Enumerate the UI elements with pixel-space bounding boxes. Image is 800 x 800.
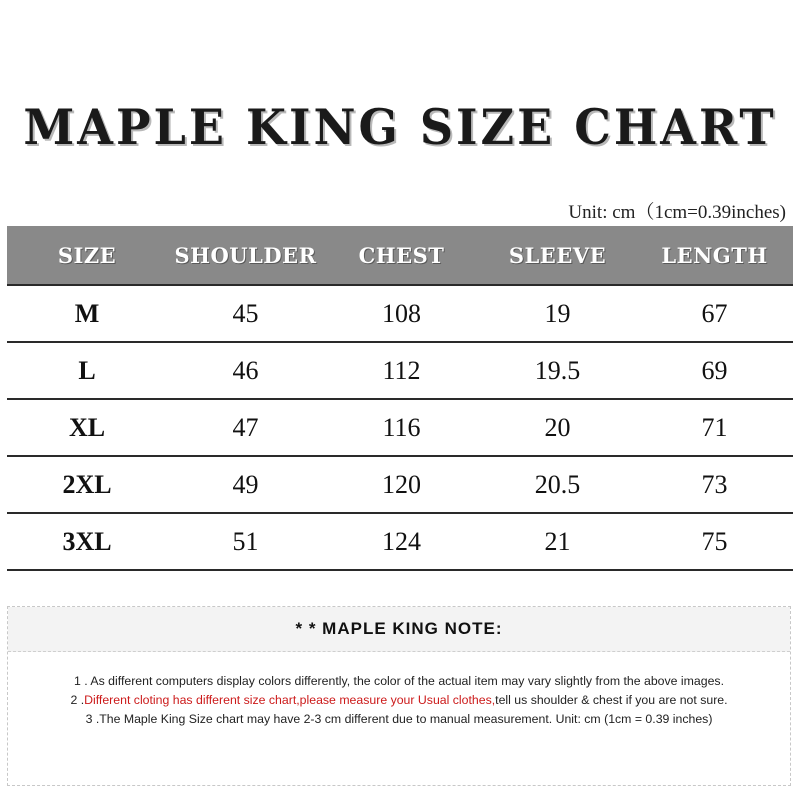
table-header-row	[7, 226, 793, 284]
note-box	[7, 606, 791, 786]
cell-chest: 112	[382, 355, 421, 385]
note-heading: * * MAPLE KING NOTE:	[8, 607, 790, 652]
cell-size: XL	[68, 412, 106, 442]
cell-sleeve: 19	[544, 298, 571, 328]
cell-size: 2XL	[62, 469, 112, 499]
cell-sleeve: 21	[544, 526, 571, 556]
cell-chest: 124	[382, 526, 421, 556]
note-line-2	[8, 691, 790, 710]
cell-sleeve: 19.5	[534, 355, 581, 385]
header-size: SIZE	[57, 242, 117, 268]
header-shoulder: SHOULDER	[174, 242, 317, 268]
note-line-2-highlight: Different cloting has different size chart,please measure your Usual clothes,	[84, 693, 496, 707]
table-row	[7, 341, 793, 398]
note-line-2-rest: tell us shoulder & chest if you are not sure.	[495, 693, 728, 707]
cell-size: 3XL	[62, 526, 112, 556]
cell-sleeve: 20.5	[534, 469, 581, 499]
cell-chest: 116	[382, 412, 421, 442]
cell-chest: 120	[382, 469, 421, 499]
header-chest: CHEST	[358, 242, 445, 268]
cell-length: 71	[701, 412, 728, 442]
cell-length: 75	[701, 526, 728, 556]
note-line-3: 3 .The Maple King Size chart may have 2-3 cm different due to manual measurement. Unit: cm (1cm = 0.39 inches)	[85, 712, 713, 726]
cell-length: 73	[701, 469, 728, 499]
cell-shoulder: 45	[232, 298, 259, 328]
cell-sleeve: 20	[544, 412, 571, 442]
cell-shoulder: 49	[232, 469, 259, 499]
page-title: MAPLE KING SIZE CHART	[23, 98, 777, 156]
cell-size: M	[74, 298, 100, 328]
cell-length: 67	[701, 298, 728, 328]
cell-shoulder: 51	[232, 526, 259, 556]
note-line-2-number: 2 .	[70, 693, 85, 707]
header-sleeve: SLEEVE	[508, 242, 607, 268]
cell-shoulder: 46	[232, 355, 259, 385]
cell-chest: 108	[382, 298, 421, 328]
table-row	[7, 455, 793, 512]
note-list	[8, 652, 790, 729]
table-row	[7, 512, 793, 571]
cell-size: L	[78, 355, 96, 385]
note-line-1: 1 . As different computers display colors differently, the color of the actual item may vary slightly from the above images.	[74, 674, 724, 688]
unit-note: Unit: cm（1cm=0.39inches)	[568, 202, 786, 223]
cell-shoulder: 47	[232, 412, 259, 442]
table-row	[7, 284, 793, 341]
size-table	[7, 226, 793, 571]
header-length: LENGTH	[661, 242, 768, 268]
cell-length: 69	[701, 355, 728, 385]
table-row	[7, 398, 793, 455]
